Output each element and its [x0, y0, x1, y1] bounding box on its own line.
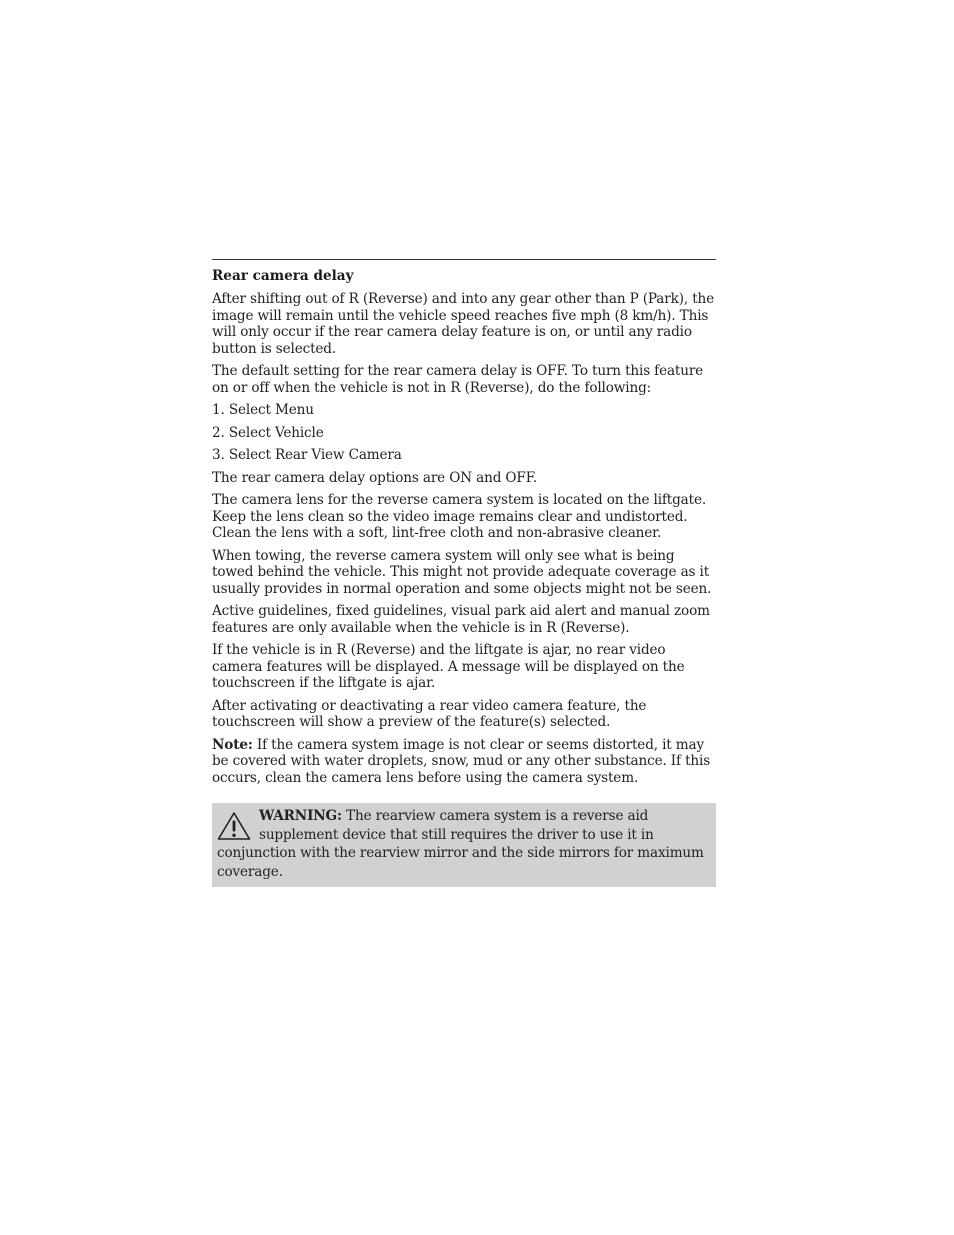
step-select-vehicle: 2. Select Vehicle [212, 424, 324, 441]
paragraph-default-setting: The default setting for the rear camera delay is OFF. To turn this feature on or off when the vehicle is not in R (Reverse), do the following: [212, 363, 704, 396]
paragraph-liftgate-ajar: If the vehicle is in R (Reverse) and the liftgate is ajar, no rear video camera features will be displayed. A message will be displayed on the touchscreen if the liftgate is ajar. [212, 642, 685, 691]
warning-triangle-icon [217, 811, 251, 841]
section-divider [212, 259, 716, 260]
manual-page-content [212, 259, 716, 887]
paragraph-camera-lens: The camera lens for the reverse camera system is located on the liftgate. Keep the lens clean so the video image remains clear and undistorted. Clean the lens with a soft, lint-free cloth and non-abrasive cleaner. [212, 492, 707, 541]
paragraph-delay-behavior: After shifting out of R (Reverse) and into any gear other than P (Park), the image will remain until the vehicle speed reaches five mph (8 km/h). This will only occur if the rear camera delay feature is on, or until any radio button is selected. [212, 291, 715, 357]
section-heading: Rear camera delay [212, 268, 354, 284]
note-text: If the camera system image is not clear or seems distorted, it may be covered with water droplets, snow, mud or any other substance. If this occurs, clean the camera lens before using the camera system. [212, 736, 711, 786]
step-select-menu: 1. Select Menu [212, 402, 314, 418]
warning-text: The rearview camera system is a reverse aid supplement device that still requires the driver to use it in conjunction with the rearview mirror and the side mirrors for maximum coverage. [217, 808, 704, 880]
warning-box [212, 803, 716, 887]
note-label: Note: [212, 736, 253, 753]
step-select-rear-view-camera: 3. Select Rear View Camera [212, 447, 402, 463]
note-paragraph [212, 737, 716, 787]
paragraph-delay-options: The rear camera delay options are ON and OFF. [212, 469, 538, 486]
warning-label: WARNING: [259, 808, 342, 824]
paragraph-feature-preview: After activating or deactivating a rear video camera feature, the touchscreen will show a preview of the feature(s) selected. [212, 697, 647, 730]
paragraph-guidelines: Active guidelines, fixed guidelines, visual park aid alert and manual zoom features are only available when the vehicle is in R (Reverse). [212, 603, 710, 636]
paragraph-towing: When towing, the reverse camera system will only see what is being towed behind the vehicle. This might not provide adequate coverage as it usually provides in normal operation and some objects might not be seen. [212, 547, 712, 597]
